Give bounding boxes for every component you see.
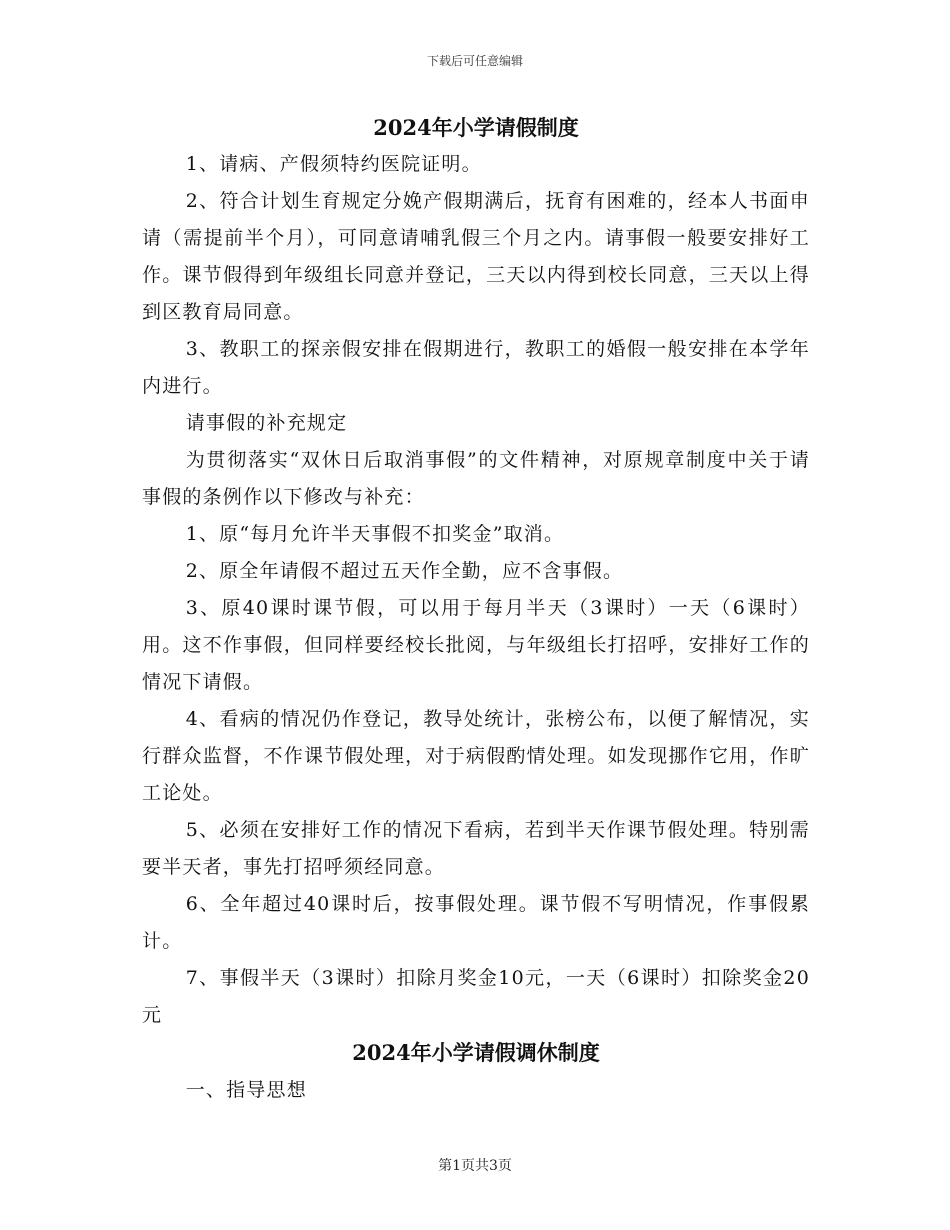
- paragraph: 2、符合计划生育规定分娩产假期满后，抚育有困难的，经本人书面申请（需提前半个月），可同意请哺乳假三个月之内。请事假一般要安排好工作。课节假得到年级组长同意并登记，三天以内得到校长同意，三天以上得到区教育局同意。: [142, 190, 810, 323]
- paragraph: 为贯彻落实“双休日后取消事假”的文件精神，对原规章制度中关于请事假的条例作以下修改与补充：: [142, 449, 810, 508]
- paragraph: 7、事假半天（3课时）扣除月奖金10元，一天（6课时）扣除奖金20元: [142, 967, 810, 1026]
- document-title: 2024年小学请假制度: [373, 115, 579, 140]
- paragraph: 1、原“每月允许半天事假不扣奖金”取消。: [185, 523, 565, 545]
- page-header: 下载后可任意编辑: [426, 54, 523, 68]
- paragraph: 2、原全年请假不超过五天作全勤，应不含事假。: [185, 560, 624, 582]
- document-body: [142, 110, 810, 1109]
- section-heading: 一、指导思想: [185, 1079, 307, 1101]
- paragraph: 4、看病的情况仍作登记，教导处统计，张榜公布，以便了解情况，实行群众监督，不作课节假处理，对于病假酌情处理。如发现挪作它用，作旷工论处。: [142, 708, 810, 804]
- paragraph: 5、必须在安排好工作的情况下看病，若到半天作课节假处理。特别需要半天者，事先打招呼须经同意。: [142, 819, 810, 878]
- paragraph: 3、原40课时课节假，可以用于每月半天（3课时）一天（6课时）用。这不作事假，但同样要经校长批阅，与年级组长打招呼，安排好工作的情况下请假。: [142, 597, 810, 693]
- page-footer: 第1页共3页: [438, 1158, 512, 1174]
- paragraph: 3、教职工的探亲假安排在假期进行，教职工的婚假一般安排在本学年内进行。: [142, 338, 810, 397]
- paragraph: 1、请病、产假须特约医院证明。: [185, 153, 482, 175]
- paragraph: 6、全年超过40课时后，按事假处理。课节假不写明情况，作事假累计。: [142, 893, 810, 952]
- subheading: 请事假的补充规定: [185, 412, 348, 434]
- document-title-2: 2024年小学请假调休制度: [352, 1040, 600, 1065]
